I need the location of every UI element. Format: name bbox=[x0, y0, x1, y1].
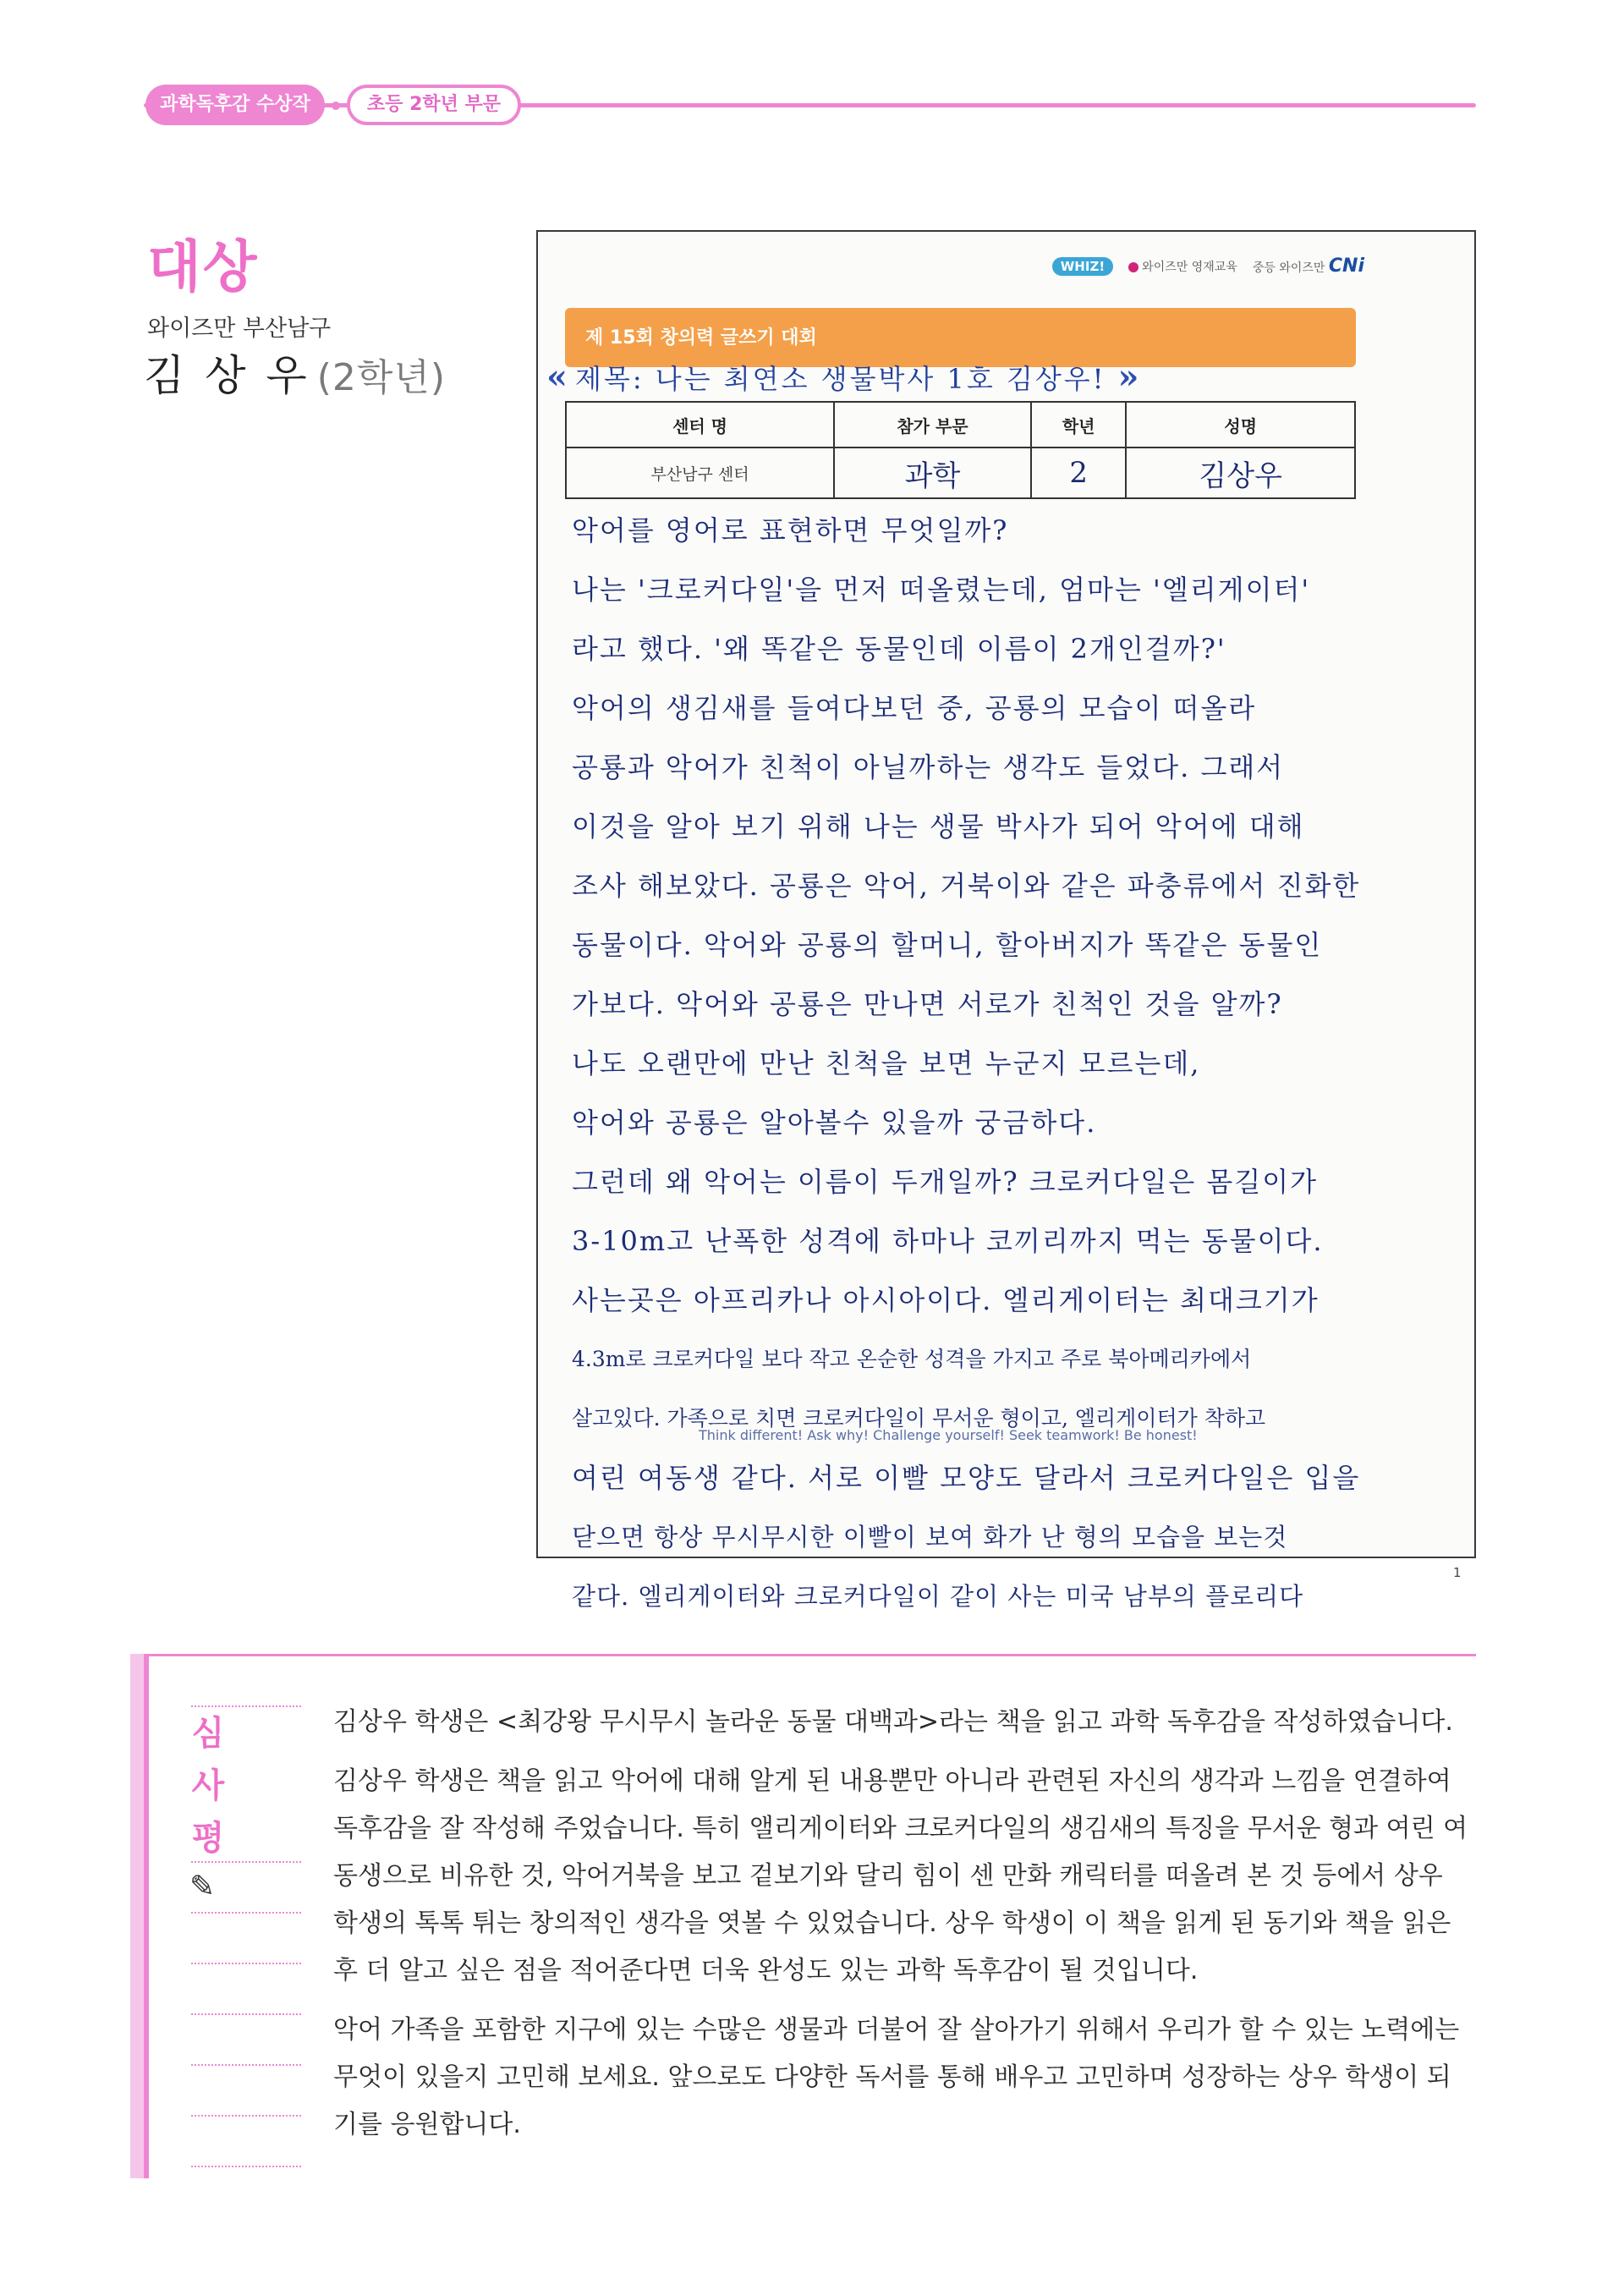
double-chevron-left-icon: « bbox=[546, 357, 570, 397]
dotted-divider bbox=[191, 1861, 301, 1863]
review-body bbox=[333, 1699, 1475, 2161]
handwritten-line: 살고있다. 가족으로 치면 크로커다일이 무서운 형이고, 엘리게이터가 착하고 bbox=[572, 1406, 1266, 1431]
handwritten-line: 공룡과 악어가 친척이 아닐까하는 생각도 들었다. 그래서 bbox=[572, 751, 1285, 783]
header-rule bbox=[144, 103, 1476, 107]
manuscript-image bbox=[536, 230, 1476, 1611]
header-cell: 성명 bbox=[1126, 402, 1355, 448]
section-label: 초등 2학년 부문 bbox=[347, 85, 521, 125]
student-name: 김 상 우 bbox=[144, 351, 310, 400]
info-table bbox=[565, 401, 1356, 499]
handwritten-line: 이것을 알아 보기 위해 나는 생물 박사가 되어 악어에 대해 bbox=[572, 810, 1305, 843]
pencil-icon: ✎ bbox=[189, 1870, 216, 1904]
handwritten-line: 사는곳은 아프리카나 아시아이다. 엘리게이터는 최대크기가 bbox=[572, 1284, 1320, 1316]
value-cell: 김상우 bbox=[1126, 448, 1355, 498]
handwritten-line: 닫으면 항상 무시무시한 이빨이 보여 화가 난 형의 모습을 보는것 bbox=[572, 1523, 1288, 1551]
sponsor-logos bbox=[1052, 255, 1364, 277]
info-table-row bbox=[566, 448, 1355, 498]
value-cell: 과학 bbox=[834, 448, 1031, 498]
review-top-rule bbox=[145, 1654, 1476, 1656]
dotted-divider bbox=[191, 2064, 301, 2066]
header-cell: 학년 bbox=[1031, 402, 1127, 448]
cni-logo: 중등 와이즈만 CNi bbox=[1252, 255, 1364, 277]
wiseman-logo-icon bbox=[1128, 262, 1138, 272]
handwritten-line: 나는 '크로커다일'을 먼저 떠올렸는데, 엄마는 '엘리게이터' bbox=[572, 574, 1311, 606]
dotted-divider bbox=[191, 1912, 301, 1914]
handwritten-line: 라고 했다. '왜 똑같은 동물인데 이름이 2개인걸까?' bbox=[572, 633, 1226, 665]
wiseman-logo: 와이즈만 영재교육 bbox=[1128, 258, 1237, 275]
dotted-divider bbox=[191, 2115, 301, 2117]
page-number: 1 bbox=[1453, 1565, 1462, 1580]
handwritten-line: 가보다. 악어와 공룡은 만나면 서로가 친척인 것을 알까? bbox=[572, 988, 1283, 1020]
student-info bbox=[144, 342, 446, 403]
review-paragraph: 악어 가족을 포함한 지구에 있는 수많은 생물과 더불어 잘 살아가기 위해서 우리가 할 수 있는 노력에는 무엇이 있을지 고민해 보세요. 앞으로도 다양한 독서를 통해 배우고 고민하며 성장하는 상우 학생이 되기를 응원합니다. bbox=[333, 2015, 1460, 2139]
handwritten-line: 악어를 영어로 표현하면 무엇일까? bbox=[572, 514, 1009, 546]
handwritten-line: 동물이다. 악어와 공룡의 할머니, 할아버지가 똑같은 동물인 bbox=[572, 929, 1323, 961]
info-table-header bbox=[566, 402, 1355, 448]
review-side-rule bbox=[144, 1654, 149, 2178]
header-dot bbox=[332, 102, 340, 110]
essay-title: « 제목: 나는 최연소 생물박사 1호 김상우! » bbox=[546, 357, 1142, 397]
review-label: 심 사 평 bbox=[191, 1714, 225, 1858]
series-label: 과학독후감 수상작 bbox=[145, 85, 325, 125]
whiz-logo: WHIZ! bbox=[1052, 257, 1113, 276]
double-chevron-right-icon: » bbox=[1117, 357, 1142, 397]
handwritten-line: 같다. 엘리게이터와 크로커다일이 같이 사는 미국 남부의 플로리다 bbox=[572, 1582, 1304, 1611]
dotted-divider bbox=[191, 2166, 301, 2167]
handwritten-line: 3-10m고 난폭한 성격에 하마나 코끼리까지 먹는 동물이다. bbox=[572, 1225, 1324, 1257]
contest-banner: 제 15회 창의력 글쓰기 대회 bbox=[565, 308, 1356, 367]
handwritten-line: 악어와 공룡은 알아볼수 있을까 궁금하다. bbox=[572, 1107, 1097, 1139]
handwritten-line: 악어의 생김새를 들여다보던 중, 공룡의 모습이 떠올라 bbox=[572, 692, 1257, 724]
dotted-divider bbox=[191, 1963, 301, 1964]
handwritten-line: 여린 여동생 같다. 서로 이빨 모양도 달라서 크로커다일은 입을 bbox=[572, 1462, 1361, 1494]
handwritten-line: 그런데 왜 악어는 이름이 두개일까? 크로커다일은 몸길이가 bbox=[572, 1166, 1319, 1198]
motto-watermark: Think different! Ask why! Challenge yourself! Seek teamwork! Be honest! bbox=[699, 1427, 1198, 1443]
award-title: 대상 bbox=[147, 234, 259, 299]
handwritten-text bbox=[572, 501, 1451, 1626]
value-cell: 부산남구 센터 bbox=[566, 448, 834, 498]
header-cell: 참가 부문 bbox=[834, 402, 1031, 448]
handwritten-line: 나도 오랜만에 만난 친척을 보면 누군지 모르는데, bbox=[572, 1047, 1201, 1079]
value-cell: 2 bbox=[1031, 448, 1127, 498]
handwritten-line: 조사 해보았다. 공룡은 악어, 거북이와 같은 파충류에서 진화한 bbox=[572, 870, 1361, 902]
student-grade: (2학년) bbox=[316, 356, 447, 399]
header-cell: 센터 명 bbox=[566, 402, 834, 448]
handwritten-line: 4.3m로 크로커다일 보다 작고 온순한 성격을 가지고 주로 북아메리카에서 bbox=[572, 1347, 1252, 1371]
review-paragraph: 김상우 학생은 <최강왕 무시무시 놀라운 동물 대백과>라는 책을 읽고 과학 독후감을 작성하였습니다. bbox=[333, 1707, 1453, 1737]
review-paragraph: 김상우 학생은 책을 읽고 악어에 대해 알게 된 내용뿐만 아니라 관련된 자신의 생각과 느낌을 연결하여 독후감을 잘 작성해 주었습니다. 특히 앨리게이터와 크로커다일의 생김새의 특징을 무서운 형과 여린 여동생으로 비유한 것, 악어거북을 보고 겉보기와 달리 힘이 센 만화 캐릭터를 떠올려 본 것 등에서 상우 학생의 톡톡 튀는 창의적인 생각을 엿볼 수 있었습니다. 상우 학생이 이 책을 읽게 된 동기와 책을 읽은 후 더 알고 싶은 점을 적어준다면 더욱 완성도 있는 과학 독후감이 될 것입니다. bbox=[333, 1766, 1468, 1985]
dotted-divider bbox=[191, 2013, 301, 2015]
center-name: 와이즈만 부산남구 bbox=[147, 316, 332, 342]
